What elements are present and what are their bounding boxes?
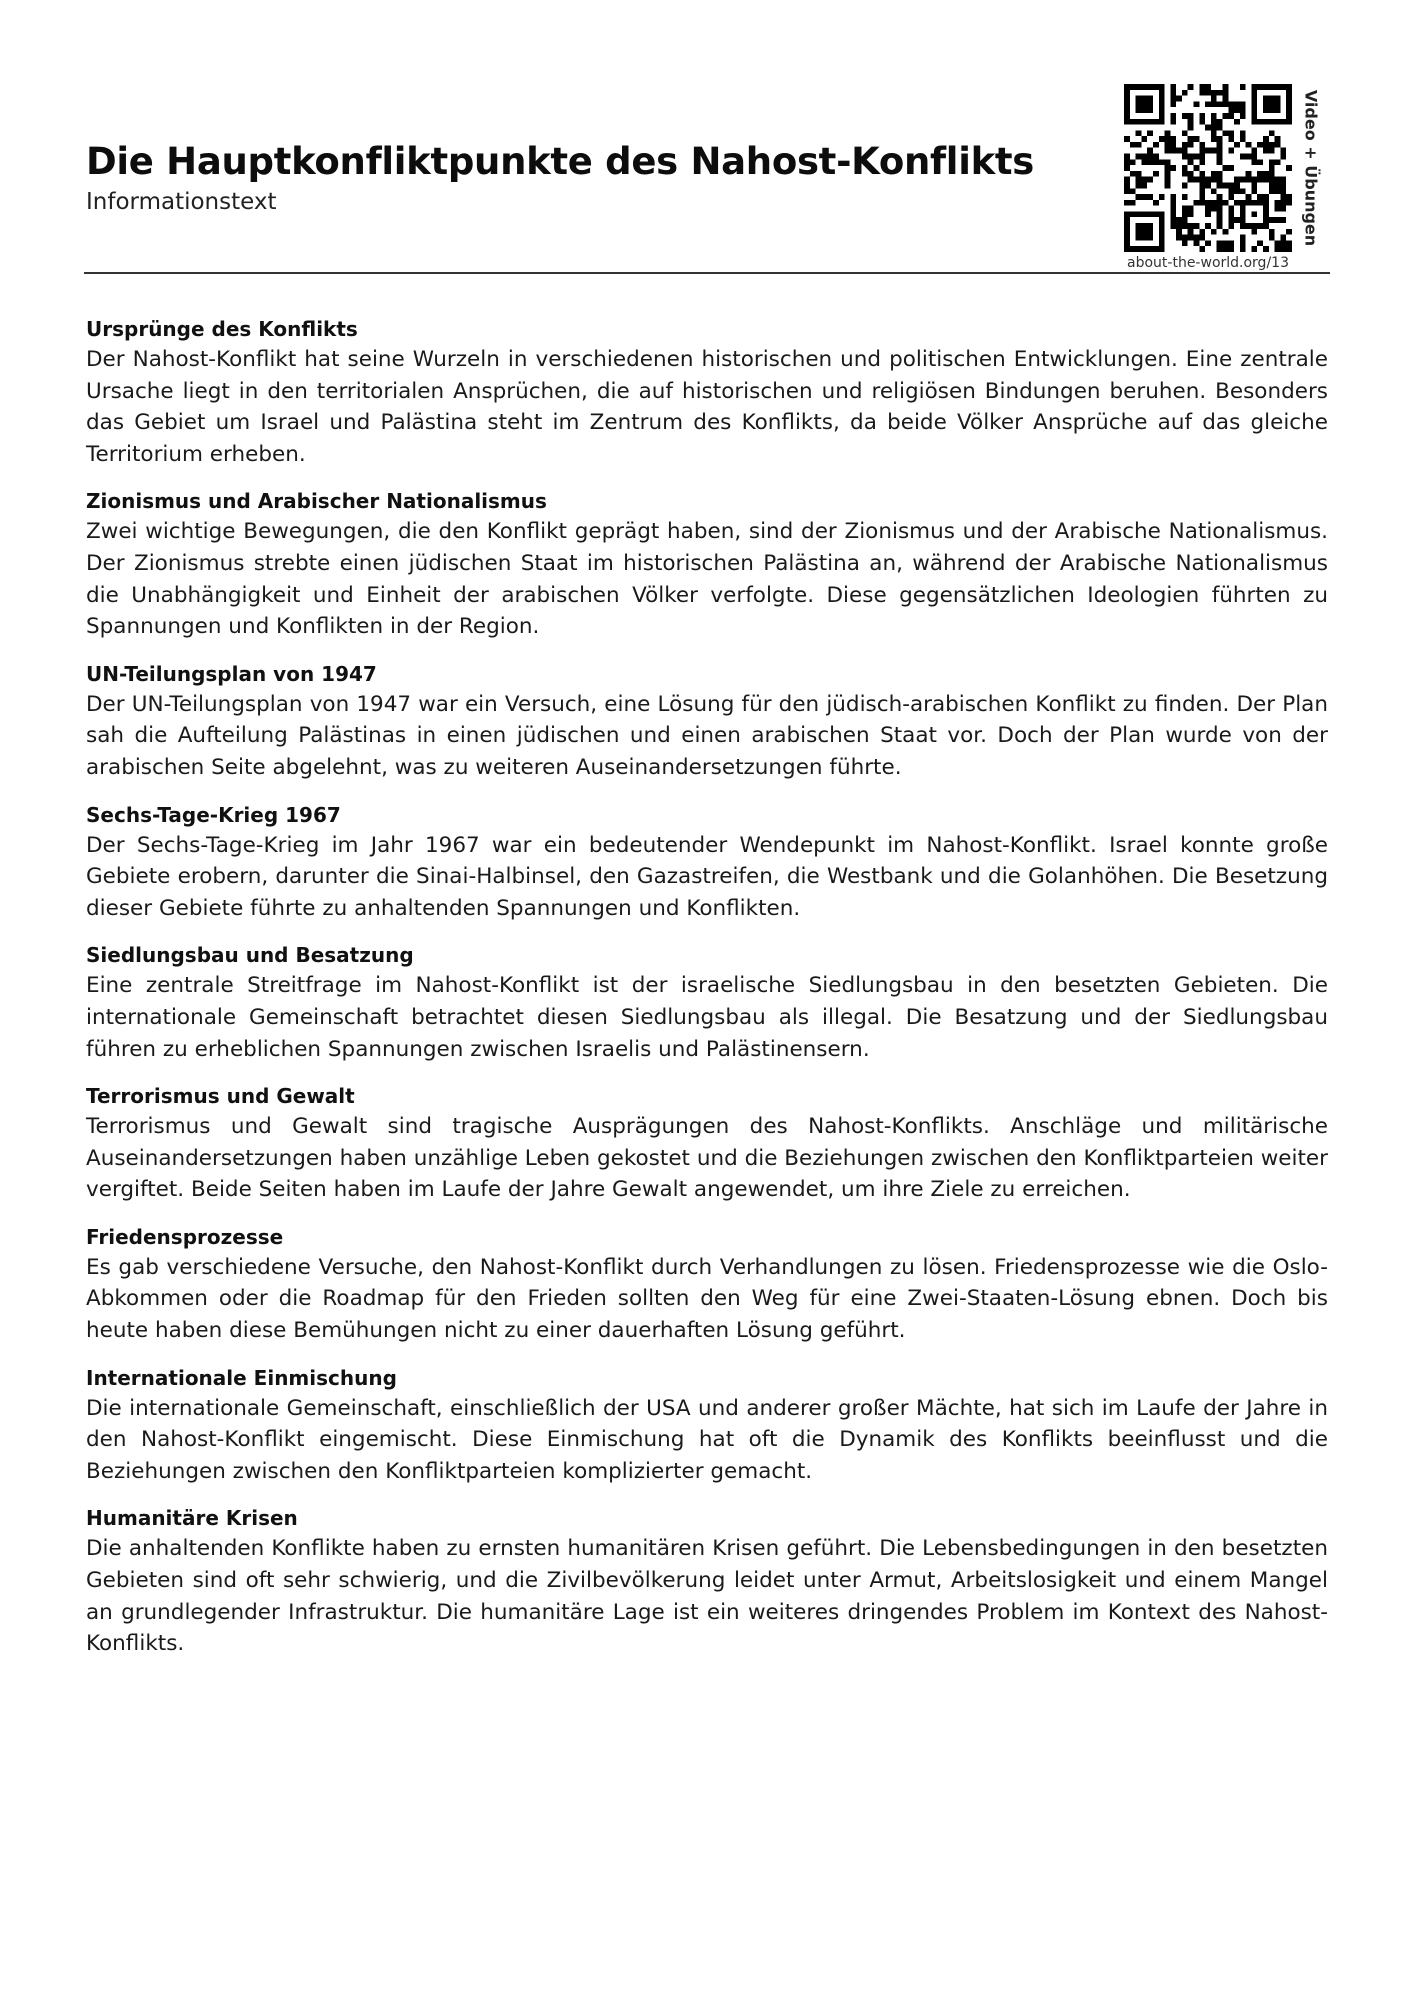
section-heading: Siedlungsbau und Besatzung	[86, 943, 414, 968]
qr-code-icon[interactable]	[1124, 84, 1292, 252]
section-text: Der Nahost-Konflikt hat seine Wurzeln in verschiedenen historischen und politischen Entwicklungen. Eine zentrale Ursache liegt in den territorialen Ansprüchen, die auf historischen und religiösen Bindungen beruhen. Besonders das Gebiet um Israel und Palästina steht im Zentrum des Konflikts, da beide Völker Ansprüche auf das gleiche Territorium erheben.	[86, 347, 1328, 467]
section-six-day-war	[86, 800, 1328, 925]
section-terrorism	[86, 1081, 1328, 1206]
page-title: Die Hauptkonfliktpunkte des Nahost-Konflikts	[86, 140, 1034, 183]
section-zionism-nationalism	[86, 486, 1328, 642]
section-peace-processes	[86, 1222, 1328, 1347]
page-subtitle: Informationstext	[86, 189, 277, 215]
section-humanitarian-crises	[86, 1503, 1328, 1659]
section-text: Der UN-Teilungsplan von 1947 war ein Versuch, eine Lösung für den jüdisch-arabischen Konflikt zu finden. Der Plan sah die Aufteilung Palästinas in einen jüdischen und einen arabischen Staat vor. Doch der Plan wurde von der arabischen Seite abgelehnt, was zu weiteren Auseinandersetzungen führte.	[86, 691, 1328, 780]
section-international-interference	[86, 1363, 1328, 1488]
section-text: Es gab verschiedene Versuche, den Nahost-Konflikt durch Verhandlungen zu lösen. Friedensprozesse wie die Oslo-Abkommen oder die Roadmap für den Frieden sollten den Weg für eine Zwei-Staaten-Lösung ebnen. Doch bis heute haben diese Bemühungen nicht zu einer dauerhaften Lösung geführt.	[86, 1254, 1328, 1344]
document-body	[86, 314, 1328, 1676]
section-heading: Terrorismus und Gewalt	[86, 1084, 355, 1109]
section-heading: Internationale Einmischung	[86, 1365, 397, 1390]
section-text: Die internationale Gemeinschaft, einschließlich der USA und anderer großer Mächte, hat sich im Laufe der Jahre in den Nahost-Konflikt eingemischt. Diese Einmischung hat oft die Dynamik des Konflikts beeinflusst und die Beziehungen zwischen den Konfliktparteien komplizierter gemacht.	[86, 1395, 1328, 1484]
section-heading: Humanitäre Krisen	[86, 1506, 298, 1531]
qr-side-label-text: Video + Übungen	[1301, 89, 1321, 247]
qr-code-block[interactable]	[1124, 84, 1324, 274]
section-text: Eine zentrale Streitfrage im Nahost-Konflikt ist der israelische Siedlungsbau in den besetzten Gebieten. Die internationale Gemeinschaft betrachtet diesen Siedlungsbau als illegal. Die Besatzung und der Siedlungsbau führen zu erheblichen Spannungen zwischen Israelis und Palästinensern.	[86, 973, 1328, 1062]
section-settlements	[86, 940, 1328, 1065]
section-heading: Friedensprozesse	[86, 1224, 284, 1249]
document-header	[86, 138, 1086, 218]
qr-caption-link[interactable]: about-the-world.org/13	[1127, 255, 1289, 271]
qr-side-label	[1300, 84, 1322, 252]
section-heading: Sechs-Tage-Krieg 1967	[86, 802, 341, 827]
section-text: Terrorismus und Gewalt sind tragische Ausprägungen des Nahost-Konflikts. Anschläge und militärische Auseinandersetzungen haben unzählige Leben gekostet und die Beziehungen zwischen den Konfliktparteien weiter vergiftet. Beide Seiten haben im Laufe der Jahre Gewalt angewendet, um ihre Ziele zu erreichen.	[86, 1114, 1328, 1203]
section-text: Die anhaltenden Konflikte haben zu ernsten humanitären Krisen geführt. Die Lebensbedingungen in den besetzten Gebieten sind oft sehr schwierig, und die Zivilbevölkerung leidet unter Armut, Arbeitslosigkeit und einem Mangel an grundlegender Infrastruktur. Die humanitäre Lage ist ein weiteres dringendes Problem im Kontext des Nahost-Konflikts.	[86, 1536, 1328, 1657]
section-text: Zwei wichtige Bewegungen, die den Konflikt geprägt haben, sind der Zionismus und der Arabische Nationalismus. Der Zionismus strebte einen jüdischen Staat im historischen Palästina an, während der Arabische Nationalismus die Unabhängigkeit und Einheit der arabischen Völker verfolgte. Diese gegensätzlichen Ideologien führten zu Spannungen und Konflikten in der Region.	[86, 519, 1328, 640]
section-origins	[86, 314, 1328, 470]
section-text: Der Sechs-Tage-Krieg im Jahr 1967 war ein bedeutender Wendepunkt im Nahost-Konflikt. Israel konnte große Gebiete erobern, darunter die Sinai-Halbinsel, den Gazastreifen, die Westbank und die Golanhöhen. Die Besetzung dieser Gebiete führte zu anhaltenden Spannungen und Konflikten.	[86, 832, 1328, 921]
section-heading: Ursprünge des Konflikts	[86, 317, 358, 341]
section-heading: UN-Teilungsplan von 1947	[86, 661, 377, 686]
section-un-partition-plan	[86, 659, 1328, 784]
header-divider	[84, 272, 1330, 274]
section-heading: Zionismus und Arabischer Nationalismus	[86, 489, 547, 514]
